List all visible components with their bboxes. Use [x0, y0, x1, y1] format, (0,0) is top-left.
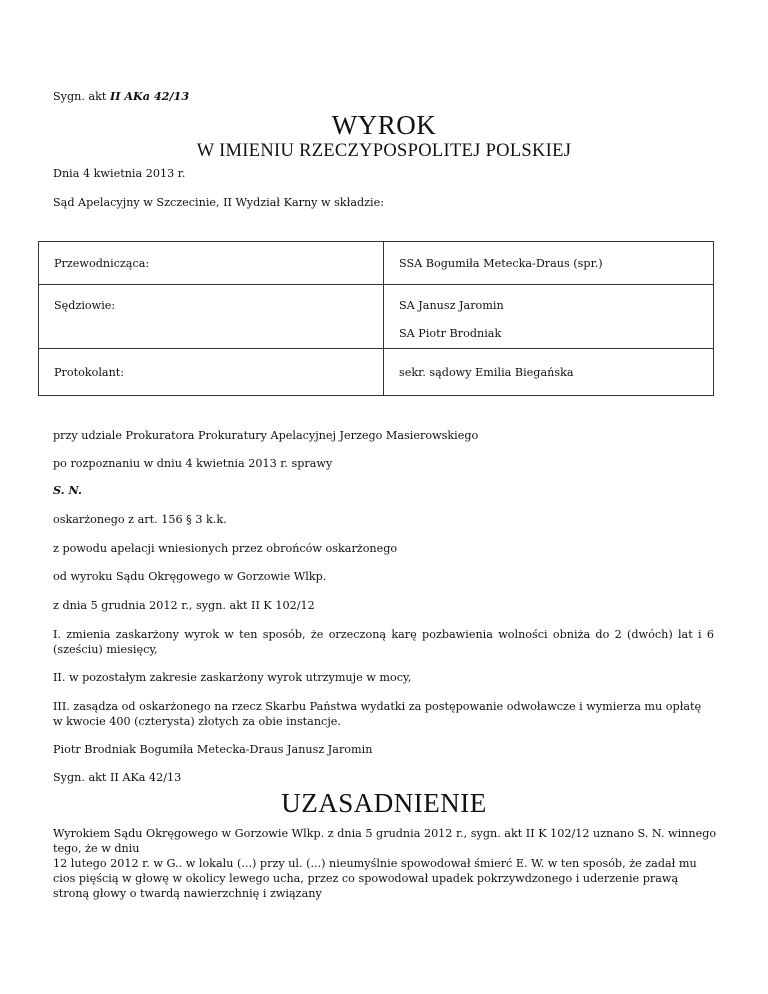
panel-judges-names: [384, 285, 714, 349]
panel-clerk-name: sekr. sądowy Emilia Biegańska: [384, 349, 714, 396]
justification-para2: 12 lutego 2012 r. w G.. w lokalu (...) przy ul. (...) nieumyślnie spowodował śmierć E. W. w ten sposób, że zadał mu cios pięścią w głowę w okolicy lewego ucha, przez co spowodował upadek pokrzywdzonego i uderzenie prawą stroną głowy o twardą nawierzchnię i związany: [53, 857, 697, 900]
appeal-line: z powodu apelacji wniesionych przez obrońców oskarżonego: [53, 542, 398, 555]
panel-chair-name: SSA Bogumiła Metecka-Draus (spr.): [384, 242, 714, 285]
court-panel-table: [38, 241, 714, 396]
panel-judge-2: SA Piotr Brodniak: [399, 326, 502, 340]
panel-judge-1: SA Janusz Jaromin: [399, 298, 504, 312]
panel-judges-label-text: Sędziowie:: [54, 298, 116, 312]
document-title: WYROK: [331, 110, 437, 140]
ruling-point-1: I. zmienia zaskarżony wyrok w ten sposób, że orzeczoną karę pozbawienia wolności obniża do 2 (dwóch) lat i 6 (sześciu) miesięcy,: [53, 628, 714, 656]
signatures-line: Piotr Brodniak Bogumiła Metecka-Draus Janusz Jaromin: [53, 743, 373, 756]
prosecutor-line: przy udziale Prokuratora Prokuratury Apelacyjnej Jerzego Masierowskiego: [53, 429, 479, 442]
panel-chair-label: Przewodnicząca:: [39, 242, 384, 285]
justification-title: UZASADNIENIE: [281, 788, 487, 818]
justification-para1-line1: Wyrokiem Sądu Okręgowego w Gorzowie Wlkp. z dnia 5 grudnia 2012 r., sygn. akt II K 102/12 uznano S. N. winnego: [53, 827, 717, 840]
panel-judges-label: [39, 285, 384, 349]
judgment-date-line: z dnia 5 grudnia 2012 r., sygn. akt II K 102/12: [53, 599, 315, 612]
justification-para1-line2: tego, że w dniu: [53, 842, 140, 855]
case-reference: [53, 89, 189, 104]
ruling-point-3: III. zasądza od oskarżonego na rzecz Skarbu Państwa wydatki za postępowanie odwoławcze i wymierza mu opłatę w kwocie 400 (czterysta) złotych za obie instancje.: [53, 700, 702, 728]
defendant-name: S. N.: [53, 483, 82, 497]
ruling-point-2: II. w pozostałym zakresie zaskarżony wyrok utrzymuje w mocy,: [53, 671, 412, 684]
panel-row-judges: [39, 285, 714, 349]
case-reference-prefix: Sygn. akt: [53, 90, 110, 103]
case-reference-code: II AKa 42/13: [109, 89, 190, 103]
document-subtitle: W IMIENIU RZECZYPOSPOLITEJ POLSKIEJ: [196, 141, 572, 161]
court-line: Sąd Apelacyjny w Szczecinie, II Wydział Karny w składzie:: [53, 196, 385, 209]
from-judgment-line: od wyroku Sądu Okręgowego w Gorzowie Wlkp.: [53, 570, 327, 583]
panel-row-chair: [39, 242, 714, 285]
panel-row-clerk: [39, 349, 714, 396]
date-line: Dnia 4 kwietnia 2013 r.: [53, 167, 186, 180]
case-reference-2: Sygn. akt II AKa 42/13: [53, 771, 182, 784]
panel-clerk-label: Protokolant:: [39, 349, 384, 396]
charge-line: oskarżonego z art. 156 § 3 k.k.: [53, 513, 227, 526]
hearing-line: po rozpoznaniu w dniu 4 kwietnia 2013 r. sprawy: [53, 457, 333, 470]
